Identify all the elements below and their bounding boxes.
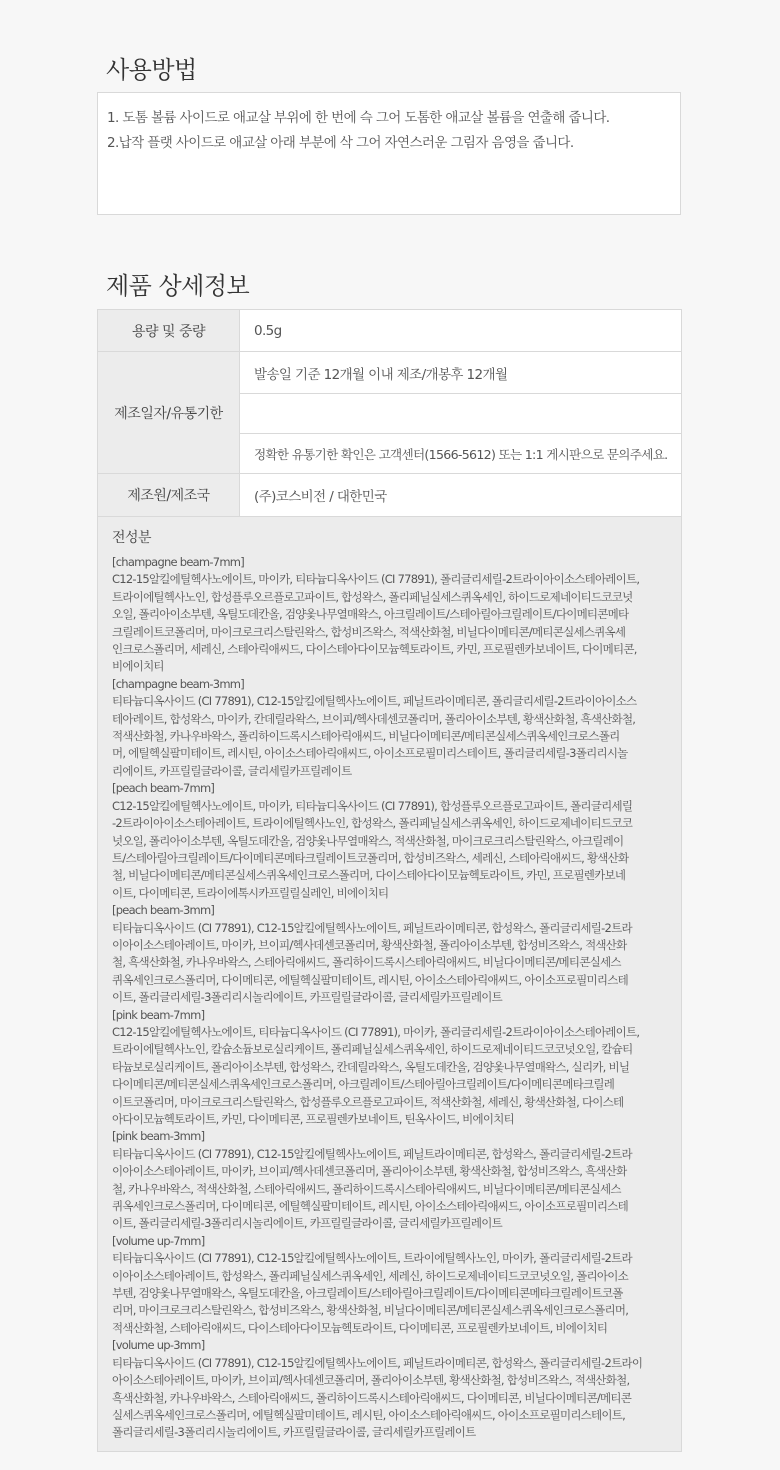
maker-value: (주)코스비전 / 대한민국 (240, 474, 681, 516)
ingredients-label: 전성분 (112, 530, 152, 546)
expiry-note: 정확한 유통기한 확인은 고객센터(1566-5612) 또는 1:1 게시판으로 문의주세요. (240, 433, 681, 473)
product-detail-table (97, 309, 682, 1452)
usage-step-1: 1. 도톰 볼륨 사이드로 애교살 부위에 한 번에 슥 그어 도톰한 애교살 볼륨을 연출해 줍니다. (107, 110, 610, 126)
ingredients-section (98, 517, 681, 1451)
expiry-empty-cell (240, 393, 681, 433)
maker-label: 제조원/제조국 (98, 474, 240, 516)
capacity-row (98, 310, 681, 352)
usage-step-2: 2.납작 플랫 사이드로 애교살 아래 부분에 삭 그어 자연스러운 그림자 음영을 줍니다. (107, 135, 574, 151)
capacity-value: 0.5g (240, 310, 681, 351)
capacity-label: 용량 및 중량 (98, 310, 240, 351)
expiry-row (98, 352, 681, 474)
expiry-label: 제조일자/유통기한 (98, 352, 240, 473)
maker-row (98, 474, 681, 517)
usage-section-title: 사용방법 (106, 56, 197, 84)
detail-section-title: 제품 상세정보 (106, 272, 250, 300)
expiry-values (240, 352, 681, 473)
expiry-value: 발송일 기준 12개월 이내 제조/개봉후 12개월 (254, 366, 508, 383)
usage-instructions-box (97, 92, 681, 215)
ingredients-text: [champagne beam-7mm] C12-15알킬에틸헥사노에이트, 마이카, 티타늄디옥사이드 (CI 77891), 폴리글리세릴-2트라이아이소스테아레이트, 트라이에틸헥사노인, 합성플루오르플로고파이트, 합성왁스, 폴리페닐실세스퀴옥세인, 하이드로제네이티드코코넛 오일, 폴리아이소부텐, 옥틸도데칸올, 검양옻나무열매왁스, 아크릴레이트/스테아릴아크릴레이트/다이메티콘메타 크릴레이트코폴리머, 마이크로크리스탈린왁스, 합성비즈왁스, 적색산화철, 비닐다이메티콘/메티콘실세스퀴옥세 인크로스폴리머, 세레신, 스테아릭애씨드, 다이스테아다이모늄헥토라이트, 카민, 프로필렌카보네이트, 다이메티콘, 비에이치티 [champagne beam-3mm] 티타늄디옥사이드 (CI 77891), C12-15알킬에틸헥사노에이트, 페닐트라이메티콘, 폴리글리세릴-2트라이아이소스 테아레이트, 합성왁스, 마이카, 칸데릴라왁스, 브이피/헥사데센코폴리머, 폴리아이소부텐, 황색산화철, 흑색산화철, 적색산화철, 카나우바왁스, 폴리하이드록시스테아릭애씨드, 비닐다이메티콘/메티콘실세스퀴옥세인크로스폴리 머, 에틸헥실팔미테이트, 레시틴, 아이소스테아릭애씨드, 아이소프로필미리스테이트, 폴리글리세릴-3폴리리시놀 리에이트, 카프릴릴글라이콜, 글리세릴카프릴레이트 [peach beam-7mm] C12-15알킬에틸헥사노에이트, 마이카, 티타늄디옥사이드 (CI 77891), 합성플루오르플로고파이트, 폴리글리세릴 -2트라이아이소스테아레이트, 트라이에틸헥사노인, 합성왁스, 폴리페닐실세스퀴옥세인, 하이드로제네이티드코코 넛오일, 폴리아이소부텐, 옥틸도데칸올, 검양옻나무열매왁스, 적색산화철, 마이크로크리스탈린왁스, 아크릴레이 트/스테아릴아크릴레이트/다이메티콘메타크릴레이트코폴리머, 합성비즈왁스, 세레신, 스테아릭애씨드, 황색산화 철, 비닐다이메티콘/메티콘실세스퀴옥세인크로스폴리머, 다이스테아다이모늄헥토라이트, 카민, 프로필렌카보네 이트, 다이메티콘, 트라이에톡시카프릴릴실레인, 비에이치티 [peach beam-3mm] 티타늄디옥사이드 (CI 77891), C12-15알킬에틸헥사노에이트, 페닐트라이메티콘, 합성왁스, 폴리글리세릴-2트라 이아이소스테아레이트, 마이카, 브이피/헥사데센코폴리머, 황색산화철, 폴리아이소부텐, 합성비즈왁스, 적색산화 철, 흑색산화철, 카나우바왁스, 스테아릭애씨드, 폴리하이드록시스테아릭애씨드, 비닐다이메티콘/메티콘실세스 퀴옥세인크로스폴리머, 다이메티콘, 에틸헥실팔미테이트, 레시틴, 아이소스테아릭애씨드, 아이소프로필미리스테 이트, 폴리글리세릴-3폴리리시놀리에이트, 카프릴릴글라이콜, 글리세릴카프릴레이트 [pink beam-7mm] C12-15알킬에틸헥사노에이트, 티타늄디옥사이드 (CI 77891), 마이카, 폴리글리세릴-2트라이아이소스테아레이트, 트라이에틸헥사노인, 칼슘소듐보로실리케이트, 폴리페닐실세스퀴옥세인, 하이드로제네이티드코코넛오일, 칼슘티 타늄보로실리케이트, 폴리아이소부텐, 합성왁스, 칸데릴라왁스, 옥틸도데칸올, 검양옻나무열매왁스, 실리카, 비닐 다이메티콘/메티콘실세스퀴옥세인크로스폴리머, 아크릴레이트/스테아릴아크릴레이트/다이메티콘메타크릴레 이트코폴리머, 마이크로크리스탈린왁스, 합성플루오르플로고파이트, 적색산화철, 세레신, 황색산화철, 다이스테 아다이모늄헥토라이트, 카민, 다이메티콘, 프로필렌카보네이트, 틴옥사이드, 비에이치티 [pink beam-3mm] 티타늄디옥사이드 (CI 77891), C12-15알킬에틸헥사노에이트, 페닐트라이메티콘, 합성왁스, 폴리글리세릴-2트라 이아이소스테아레이트, 마이카, 브이피/헥사데센코폴리머, 폴리아이소부텐, 황색산화철, 합성비즈왁스, 흑색산화 철, 카나우바왁스, 적색산화철, 스테아릭애씨드, 폴리하이드록시스테아릭애씨드, 비닐다이메티콘/메티콘실세스 퀴옥세인크로스폴리머, 다이메티콘, 에틸헥실팔미테이트, 레시틴, 아이소스테아릭애씨드, 아이소프로필미리스테 이트, 폴리글리세릴-3폴리리시놀리에이트, 카프릴릴글라이콜, 글리세릴카프릴레이트 [volume up-7mm] 티타늄디옥사이드 (CI 77891), C12-15알킬에틸헥사노에이트, 트라이에틸헥사노인, 마이카, 폴리글리세릴-2트라 이아이소스테아레이트, 합성왁스, 폴리페닐실세스퀴옥세인, 세레신, 하이드로제네이티드코코넛오일, 폴리아이소 부텐, 검양옻나무열매왁스, 옥틸도데칸올, 아크릴레이트/스테아릴아크릴레이트/다이메티콘메타크릴레이트코폴 리머, 마이크로크리스탈린왁스, 합성비즈왁스, 황색산화철, 비닐다이메티콘/메티콘실세스퀴옥세인크로스폴리머, 적색산화철, 스테아릭애씨드, 다이스테아다이모늄헥토라이트, 다이메티콘, 프로필렌카보네이트, 비에이치티 [volume up-3mm] 티타늄디옥사이드 (CI 77891), C12-15알킬에틸헥사노에이트, 페닐트라이메티콘, 합성왁스, 폴리글리세릴-2트라이 아이소스테아레이트, 마이카, 브이피/헥사데센코폴리머, 폴리아이소부텐, 황색산화철, 합성비즈왁스, 적색산화철, 흑색산화철, 카나우바왁스, 스테아릭애씨드, 폴리하이드록시스테아릭애씨드, 다이메티콘, 비닐다이메티콘/메티콘 실세스퀴옥세인크로스폴리머, 에틸헥실팔미테이트, 레시틴, 아이소스테아릭애씨드, 아이소프로필미리스테이트, 폴리글리세릴-3폴리리시놀리에이트, 카프릴릴글라이콜, 글리세릴카프릴레이트 (112, 555, 643, 1440)
